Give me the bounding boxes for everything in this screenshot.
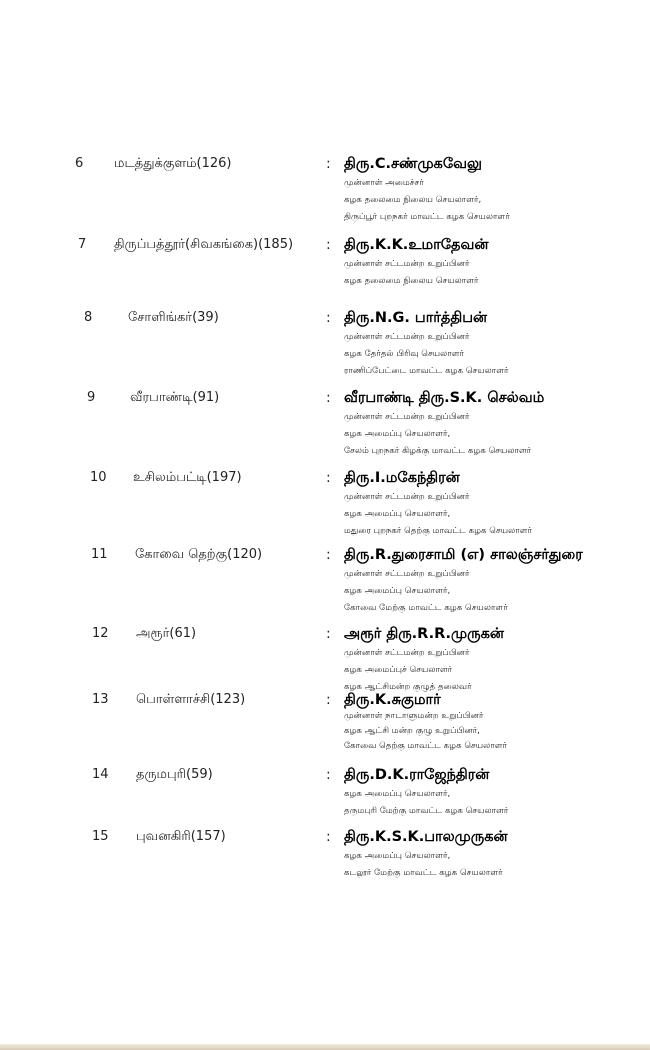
- desc-line: முன்னாள் சட்டமன்ற உறுப்பினர்: [344, 412, 470, 422]
- candidate-description: [344, 786, 508, 820]
- desc-line: கழக தேர்தல் பிரிவு செயலாளர்: [344, 349, 464, 359]
- candidate-name: திரு.D.K.ராஜேந்திரன்: [344, 767, 490, 783]
- desc-line: கழக அமைப்பு செயலாளர்,: [344, 509, 451, 519]
- desc-line: கழக ஆட்சி மன்ற குழு உறுப்பினர்,: [344, 726, 480, 736]
- candidate-description: [344, 329, 509, 380]
- constituency: சோளிங்கர்(39): [128, 310, 219, 325]
- entry-number: 14: [92, 767, 109, 782]
- colon: :: [326, 767, 331, 783]
- candidate-description: [344, 645, 472, 696]
- constituency: தருமபுரி(59): [136, 767, 213, 782]
- candidate-description: [344, 566, 508, 617]
- colon: :: [326, 156, 331, 172]
- desc-line: சேலம் புறநகர் கிழக்கு மாவட்ட கழக செயலாளர்: [344, 446, 532, 456]
- candidate-name: திரு.K.S.K.பாலமுருகன்: [344, 829, 508, 845]
- desc-line: முன்னாள் நாடாளுமன்ற உறுப்பினர்: [344, 711, 484, 721]
- desc-line: முன்னாள் சட்டமன்ற உறுப்பினர்: [344, 648, 470, 658]
- desc-line: கழக தலைமை நிலைய செயலாளர்: [344, 276, 479, 286]
- entry-number: 8: [84, 310, 93, 325]
- desc-line: தருமபுரி மேற்கு மாவட்ட கழக செயலாளர்: [344, 806, 509, 816]
- colon: :: [326, 470, 331, 486]
- desc-line: கழக அமைப்புச் செயலாளர்: [344, 665, 453, 675]
- page-bottom-edge: [0, 1044, 650, 1050]
- colon: :: [326, 390, 331, 406]
- entry-number: 6: [75, 156, 84, 171]
- candidate-name: திரு.C.சண்முகவேலு: [344, 156, 482, 172]
- candidate-name: திரு.N.G. பார்த்திபன்: [344, 310, 488, 326]
- desc-line: கழக தலைமை நிலைய செயலாளர்,: [344, 195, 482, 205]
- entry-number: 15: [92, 829, 109, 844]
- candidate-name: திரு.K.சுகுமார்: [344, 692, 441, 708]
- entry-number: 10: [90, 470, 107, 485]
- candidate-description: [344, 709, 507, 754]
- colon: :: [326, 547, 331, 563]
- constituency: பொள்ளாச்சி(123): [136, 692, 246, 707]
- desc-line: முன்னாள் சட்டமன்ற உறுப்பினர்: [344, 259, 470, 269]
- candidate-name: வீரபாண்டி திரு.S.K. செல்வம்: [344, 390, 545, 406]
- entry-number: 11: [91, 547, 108, 562]
- candidate-description: [344, 256, 478, 290]
- candidate-description: [344, 409, 531, 460]
- desc-line: மதுரை புறநகர் தெற்கு மாவட்ட கழக செயலாளர்: [344, 526, 532, 536]
- candidate-name: திரு.K.K.உமாதேவன்: [344, 237, 489, 253]
- colon: :: [326, 692, 331, 708]
- constituency: கோவை தெற்கு(120): [135, 547, 263, 562]
- candidate-name: அரூர் திரு.R.R.முருகன்: [344, 626, 504, 642]
- colon: :: [326, 237, 331, 253]
- desc-line: கழக அமைப்பு செயலாளர்,: [344, 586, 451, 596]
- desc-line: முன்னாள் சட்டமன்ற உறுப்பினர்: [344, 492, 470, 502]
- constituency: வீரபாண்டி(91): [130, 390, 220, 405]
- entry-number: 12: [92, 626, 109, 641]
- candidate-name: திரு.R.துரைசாமி (எ) சாலஞ்சர்துரை: [344, 547, 583, 563]
- constituency: திருப்பத்தூர்(சிவகங்கை)(185): [114, 237, 294, 252]
- constituency: புவனகிரி(157): [136, 829, 226, 844]
- candidate-description: [344, 489, 532, 540]
- desc-line: கடலூர் மேற்கு மாவட்ட கழக செயலாளர்: [344, 868, 503, 878]
- desc-line: கழக அமைப்பு செயலாளர்,: [344, 851, 451, 861]
- candidate-name: திரு.I.மகேந்திரன்: [344, 470, 460, 486]
- candidate-description: [344, 175, 510, 226]
- entry-number: 9: [87, 390, 96, 405]
- desc-line: முன்னாள் சட்டமன்ற உறுப்பினர்: [344, 569, 470, 579]
- constituency: உசிலம்பட்டி(197): [133, 470, 242, 485]
- desc-line: கோவை மேற்கு மாவட்ட கழக செயலாளர்: [344, 603, 508, 613]
- colon: :: [326, 829, 331, 845]
- constituency: அரூர்(61): [136, 626, 197, 641]
- desc-line: முன்னாள் அமைச்சர்: [344, 178, 424, 188]
- colon: :: [326, 310, 331, 326]
- desc-line: திருப்பூர் புறநகர் மாவட்ட கழக செயலாளர்: [344, 212, 510, 222]
- desc-line: கோவை தெற்கு மாவட்ட கழக செயலாளர்: [344, 741, 507, 751]
- candidate-description: [344, 848, 503, 882]
- entry-number: 7: [78, 237, 87, 252]
- desc-line: ராணிப்பேட்டை மாவட்ட கழக செயலாளர்: [344, 366, 509, 376]
- entry-number: 13: [92, 692, 109, 707]
- desc-line: கழக ஆட்சிமன்ற குழுத் தலைவர்: [344, 682, 472, 692]
- desc-line: முன்னாள் சட்டமன்ற உறுப்பினர்: [344, 332, 470, 342]
- constituency: மடத்துக்குளம்(126): [114, 156, 232, 171]
- colon: :: [326, 626, 331, 642]
- desc-line: கழக அமைப்பு செயலாளர்,: [344, 789, 451, 799]
- desc-line: கழக அமைப்பு செயலாளர்,: [344, 429, 451, 439]
